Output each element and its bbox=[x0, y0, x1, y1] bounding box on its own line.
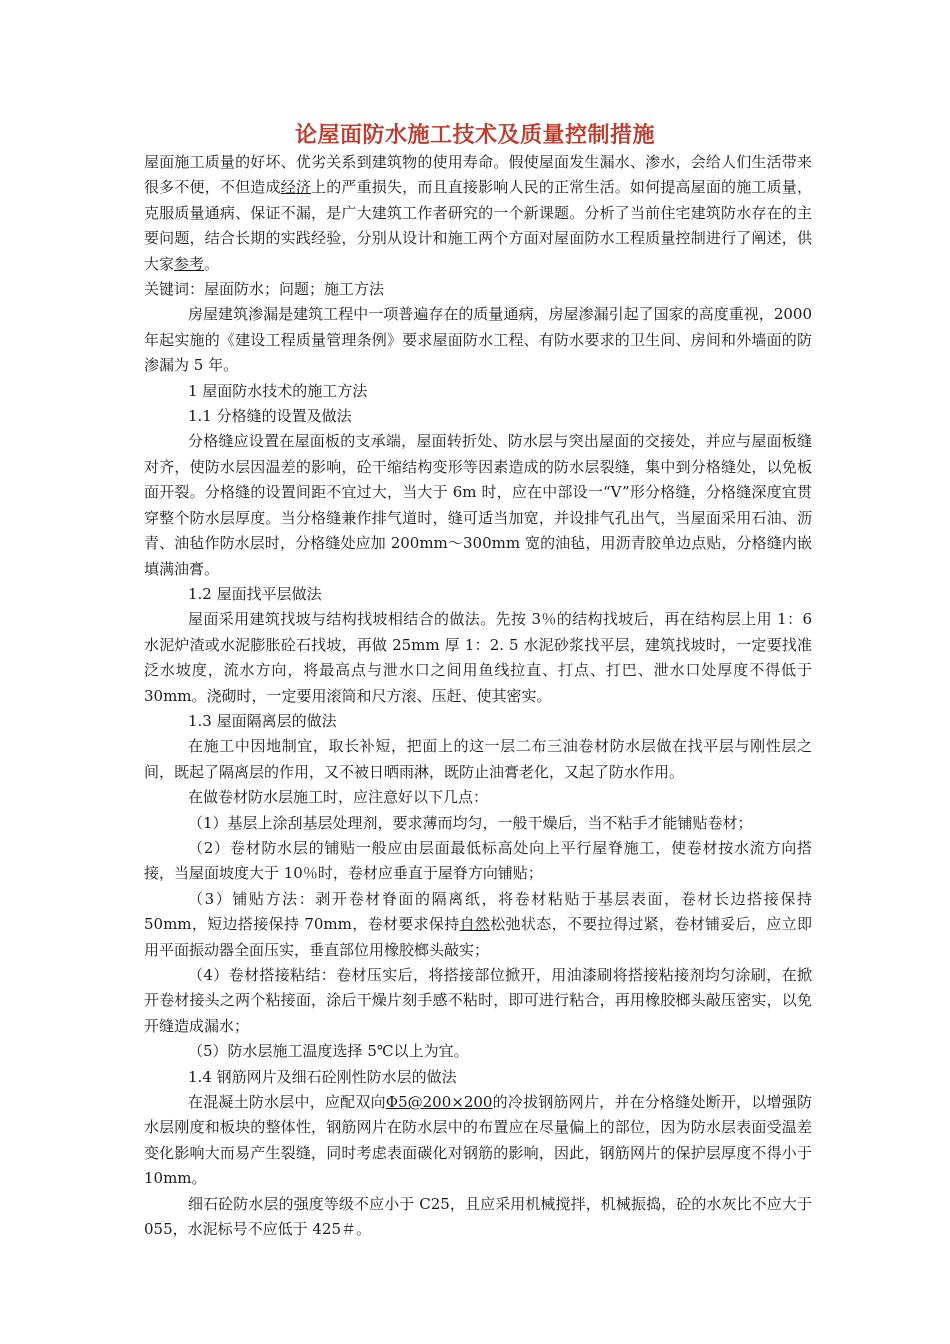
intro-paragraph: 房屋建筑渗漏是建筑工程中一项普遍存在的质量通病，房屋渗漏引起了国家的高度重视，2000 年起实施的《建设工程质量管理条例》要求屋面防水工程、有防水要求的卫生间、房间和外墙面的防渗漏为 5 年。 bbox=[144, 305, 812, 375]
paragraph-1-1: 分格缝应设置在屋面板的支承端，屋面转折处、防水层与突出屋面的交接处，并应与屋面板缝对齐，使防水层因温差的影响，砼干缩结构变形等因素造成的防水层裂缝，集中到分格缝处，以免板面开裂。分格缝的设置间距不宜过大，当大于 6m 时，应在中部设一“V”形分格缝，分格缝深度宜贯穿整个防水层厚度。当分格缝兼作排气道时，缝可适当加宽，并设排气孔出气，当屋面采用石油、沥青、油毡作防水层时，分格缝处应加 200mm～300mm 宽的油毡，用沥青胶单边点贴，分格缝内嵌填满油膏。 bbox=[144, 432, 812, 578]
list-item-4: （4）卷材搭接粘结：卷材压实后，将搭接部位掀开，用油漆刷将搭接粘接剂均匀涂刷，在掀开卷材接头之两个粘接面，涂后干燥片刻手感不粘时，即可进行粘合，再用橡胶榔头敲压密实，以免开缝造成漏水； bbox=[144, 966, 812, 1035]
paragraph-1-4a-pre: 在混凝土防水层中，应配双向 bbox=[188, 1093, 386, 1112]
paragraph-1-4a bbox=[144, 1090, 812, 1192]
section-heading-1-1: 1.1 分格缝的设置及做法 bbox=[188, 407, 352, 426]
abstract-text-1: 屋面施工质量的好坏、优劣关系到建筑物的使用寿命。假使屋面发生漏水、渗水，会给人们生活带来很多不便，不但造成 bbox=[144, 153, 812, 197]
section-heading-1-3: 1.3 屋面隔离层的做法 bbox=[188, 711, 337, 730]
abstract-text-3: 。 bbox=[204, 254, 220, 273]
list-item-3-text-a: （3）铺贴方法：剥开卷材脊面的隔离纸，将卷材粘贴于基层表面，卷材长边搭接保持 50mm，短边搭接保持 70mm，卷材要求保持 bbox=[144, 889, 812, 934]
list-item-3-text-b: 松弛状态，不要拉得过紧，卷材铺妥后，应立即用平面振动器全面压实，垂直部位用橡胶榔头敲实； bbox=[144, 915, 812, 959]
document-body bbox=[144, 150, 812, 1242]
list-item-1: （1）基层上涂刮基层处理剂，要求薄而均匀，一般干燥后，当不粘手才能铺贴卷材； bbox=[188, 813, 753, 832]
link-economy[interactable]: 经济 bbox=[280, 178, 312, 197]
paragraph-1-3a: 在施工中因地制宜，取长补短，把面上的这一层二布三油卷材防水层做在找平层与刚性层之间，既起了隔离层的作用，又不被日晒雨淋，既防止油膏老化，又起了防水作用。 bbox=[144, 737, 812, 781]
list-item-2: （2）卷材防水层的铺贴一般应由层面最低标高处向上平行屋脊施工，使卷材按水流方向搭接，当屋面坡度大于 10％时，卷材应垂直于屋脊方向铺贴； bbox=[144, 838, 812, 883]
section-heading-1-2: 1.2 屋面找平层做法 bbox=[188, 584, 322, 603]
abstract-text-2: 上的严重损失，而且直接影响人民的正常生活。如何提高屋面的施工质量，克服质量通病、保证不漏，是广大建筑工作者研究的一个新课题。分析了当前住宅建筑防水存在的主要问题，结合长期的实践经验，分别从设计和施工两个方面对屋面防水工程质量控制进行了阐述，供大家 bbox=[144, 178, 812, 273]
link-natural[interactable]: 自然 bbox=[459, 915, 491, 934]
section-heading-1-4: 1.4 钢筋网片及细石砼刚性防水层的做法 bbox=[188, 1067, 457, 1086]
paragraph-1-4b: 细石砼防水层的强度等级不应小于 C25，且应采用机械搅拌，机械振捣，砼的水灰比不应大于 055，水泥标号不应低于 425＃。 bbox=[144, 1194, 812, 1239]
list-item-3 bbox=[144, 887, 812, 963]
keywords-line: 关键词：屋面防水；问题；施工方法 bbox=[144, 280, 385, 299]
list-item-5: （5）防水层施工温度选择 5℃以上为宜。 bbox=[188, 1042, 469, 1061]
link-reference[interactable]: 参考 bbox=[174, 254, 205, 273]
link-rebar-spec[interactable]: Φ5@200×200 bbox=[385, 1093, 493, 1112]
paragraph-1-4a-post: 的冷拔钢筋网片，并在分格缝处断开，以增强防水层刚度和板块的整体性，钢筋网片在防水层中的布置应在尽量偏上的部位，因为防水层表面受温差变化影响大而易产生裂缝，同时考虑表面碳化对钢筋的影响，因此，钢筋网片的保护层厚度不得小于 10mm。 bbox=[144, 1093, 812, 1188]
abstract-paragraph bbox=[144, 150, 812, 277]
paragraph-1-3b: 在做卷材防水层施工时，应注意好以下几点： bbox=[188, 788, 489, 807]
section-heading-1: 1 屋面防水技术的施工方法 bbox=[188, 381, 368, 400]
paragraph-1-2: 屋面采用建筑找坡与结构找坡相结合的做法。先按 3％的结构找坡后，再在结构层上用 1：6 水泥炉渣或水泥膨胀砼石找坡，再做 25mm 厚 1：2. 5 水泥砂浆找平层，建筑找坡时，一定要找准泛水坡度，流水方向，将最高点与泄水口之间用鱼线拉直、打点、打巴、泄水口处厚度不得低于 30mm。浇砌时，一定要用滚筒和尺方滚、压赶、使其密实。 bbox=[144, 610, 812, 705]
document-title: 论屋面防水施工技术及质量控制措施 bbox=[294, 122, 655, 148]
